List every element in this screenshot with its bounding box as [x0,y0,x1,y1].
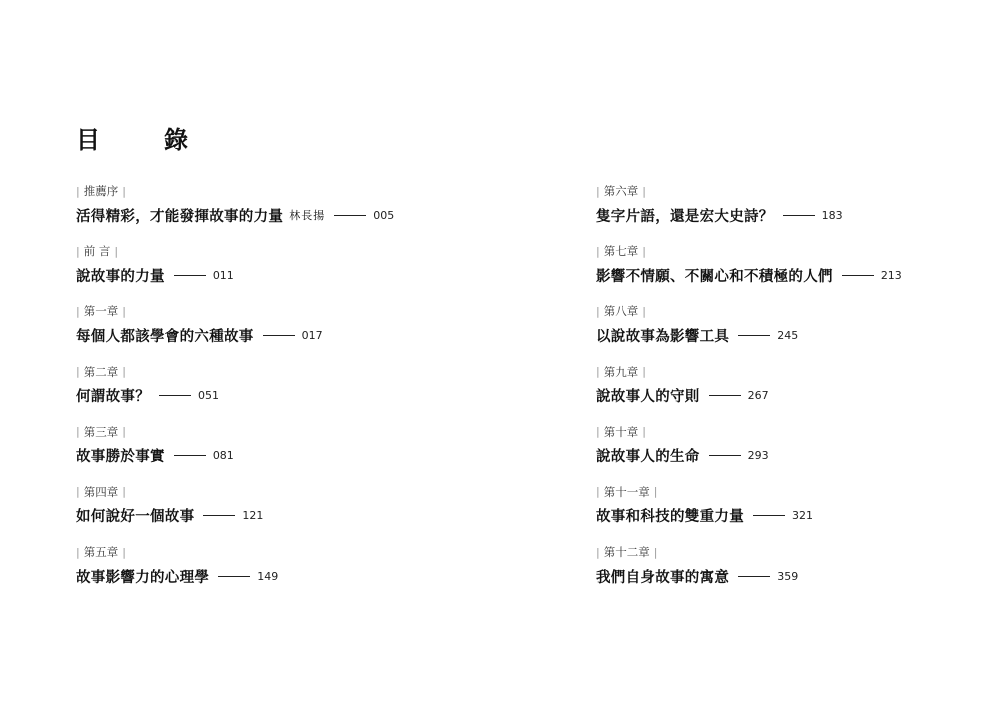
divider: | [596,545,600,559]
chapter-title[interactable]: 隻字片語，還是宏大史詩？ [596,207,774,225]
divider: | [596,365,600,379]
divider: | [122,425,126,439]
toc-entry [596,423,996,483]
toc-line[interactable] [596,386,996,406]
divider: | [76,485,80,499]
toc-line[interactable] [596,325,996,345]
chapter-label [596,363,996,381]
toc-line[interactable] [76,566,476,586]
leader-dash [218,576,250,577]
toc-entry [596,543,996,603]
page-number: 017 [301,328,323,342]
page-number: 213 [880,268,902,282]
leader-dash [738,576,770,577]
leader-dash [753,515,785,516]
divider: | [122,485,126,499]
divider: | [76,365,80,379]
chapter-label-text: 第六章 [603,184,639,198]
chapter-label [76,363,476,381]
toc-line[interactable] [596,265,996,285]
page-number: 121 [242,509,264,523]
page-number: 011 [212,268,234,282]
divider: | [76,244,80,258]
divider: | [122,184,126,198]
page-number: 051 [198,389,219,403]
chapter-title[interactable]: 說故事的力量 [76,267,165,285]
divider: | [653,485,658,499]
toc-entry [76,363,476,423]
chapter-label-text: 第十二章 [603,545,650,560]
leader-dash [334,215,366,216]
chapter-label-text: 第四章 [83,484,119,499]
divider: | [76,184,80,198]
leader-dash [174,275,206,276]
leader-dash [738,335,770,336]
chapter-title[interactable]: 故事和科技的雙重力量 [596,508,744,526]
chapter-title[interactable]: 活得精彩，才能發揮故事的力量 [76,207,284,225]
page-number: 267 [747,389,769,403]
toc-entry [76,423,476,483]
divider: | [596,184,600,198]
divider: | [76,545,80,559]
divider: | [122,365,126,379]
chapter-title[interactable]: 說故事人的守則 [596,388,700,406]
leader-dash [159,395,191,396]
chapter-label [76,242,476,260]
chapter-title[interactable]: 說故事人的生命 [596,448,700,466]
chapter-label-text: 前 言 [83,244,111,259]
leader-dash [783,215,815,216]
divider: | [642,304,646,318]
chapter-label [76,423,476,441]
chapter-label-text: 第八章 [603,304,639,319]
chapter-label [76,543,476,561]
leader-dash [842,275,874,276]
chapter-title[interactable]: 故事勝於事實 [76,448,165,466]
chapter-title[interactable]: 如何說好一個故事 [76,508,195,526]
page-number: 081 [212,449,234,463]
chapter-label [76,483,476,501]
page-number: 183 [821,208,843,222]
chapter-label-text: 推薦序 [83,184,119,198]
chapter-title[interactable]: 故事影響力的心理學 [76,568,210,586]
page-number: 359 [777,569,799,583]
chapter-label [596,543,996,561]
page-number: 149 [257,569,279,583]
divider: | [642,184,646,198]
chapter-title[interactable]: 何謂故事？ [76,388,150,406]
divider: | [596,304,600,318]
toc-right-column [596,182,996,603]
toc-entry [596,483,996,543]
chapter-title[interactable]: 每個人都該學會的六種故事 [76,327,254,345]
divider: | [596,425,600,439]
toc-line[interactable] [596,506,996,526]
divider: | [122,304,126,318]
toc-line[interactable] [76,446,476,466]
divider: | [76,304,80,318]
chapter-label-text: 第一章 [83,304,119,319]
divider: | [596,485,600,499]
toc-entry [596,363,996,423]
leader-dash [709,395,741,396]
toc-line[interactable] [76,325,476,345]
page-number: 293 [747,449,769,463]
divider: | [114,244,119,258]
toc-entry [596,182,996,242]
chapter-label [596,182,996,200]
toc-line[interactable] [76,205,476,225]
chapter-title[interactable]: 我們自身故事的寓意 [596,568,730,586]
page-number: 005 [373,208,395,222]
chapter-label-text: 第二章 [83,364,119,379]
toc-entry [76,302,476,362]
toc-left-column [76,182,476,603]
toc-entry [76,182,476,242]
chapter-label-text: 第三章 [83,424,119,439]
page-title: 目 錄 [76,125,208,154]
toc-entry [596,242,996,302]
chapter-label [76,182,476,200]
toc-line[interactable] [76,265,476,285]
chapter-label-text: 第九章 [603,364,639,379]
toc-entry [76,483,476,543]
leader-dash [203,515,235,516]
divider: | [653,545,658,559]
divider: | [76,425,80,439]
leader-dash [174,455,206,456]
toc-line[interactable] [596,205,996,225]
chapter-title[interactable]: 影響不情願、不關心和不積極的人們 [596,267,833,285]
divider: | [642,365,646,379]
chapter-label [596,483,996,501]
page-number: 245 [777,328,799,342]
chapter-label-text: 第十章 [603,424,639,439]
toc-line[interactable] [596,566,996,586]
chapter-label [76,302,476,320]
toc-line[interactable] [76,506,476,526]
chapter-label [596,242,996,260]
toc-line[interactable] [596,446,996,466]
divider: | [642,244,646,258]
toc-entry [76,543,476,603]
toc-line[interactable] [76,386,476,406]
divider: | [122,545,126,559]
leader-dash [709,455,741,456]
author-name: 林長揚 [289,209,326,222]
leader-dash [263,335,295,336]
chapter-label-text: 第七章 [603,244,639,259]
toc-entry [76,242,476,302]
divider: | [642,425,646,439]
chapter-label-text: 第五章 [83,545,119,560]
chapter-label-text: 第十一章 [603,484,650,499]
toc-entry [596,302,996,362]
page-number: 321 [792,509,813,523]
chapter-label [596,423,996,441]
divider: | [596,244,600,258]
chapter-label [596,302,996,320]
chapter-title[interactable]: 以說故事為影響工具 [596,327,730,345]
